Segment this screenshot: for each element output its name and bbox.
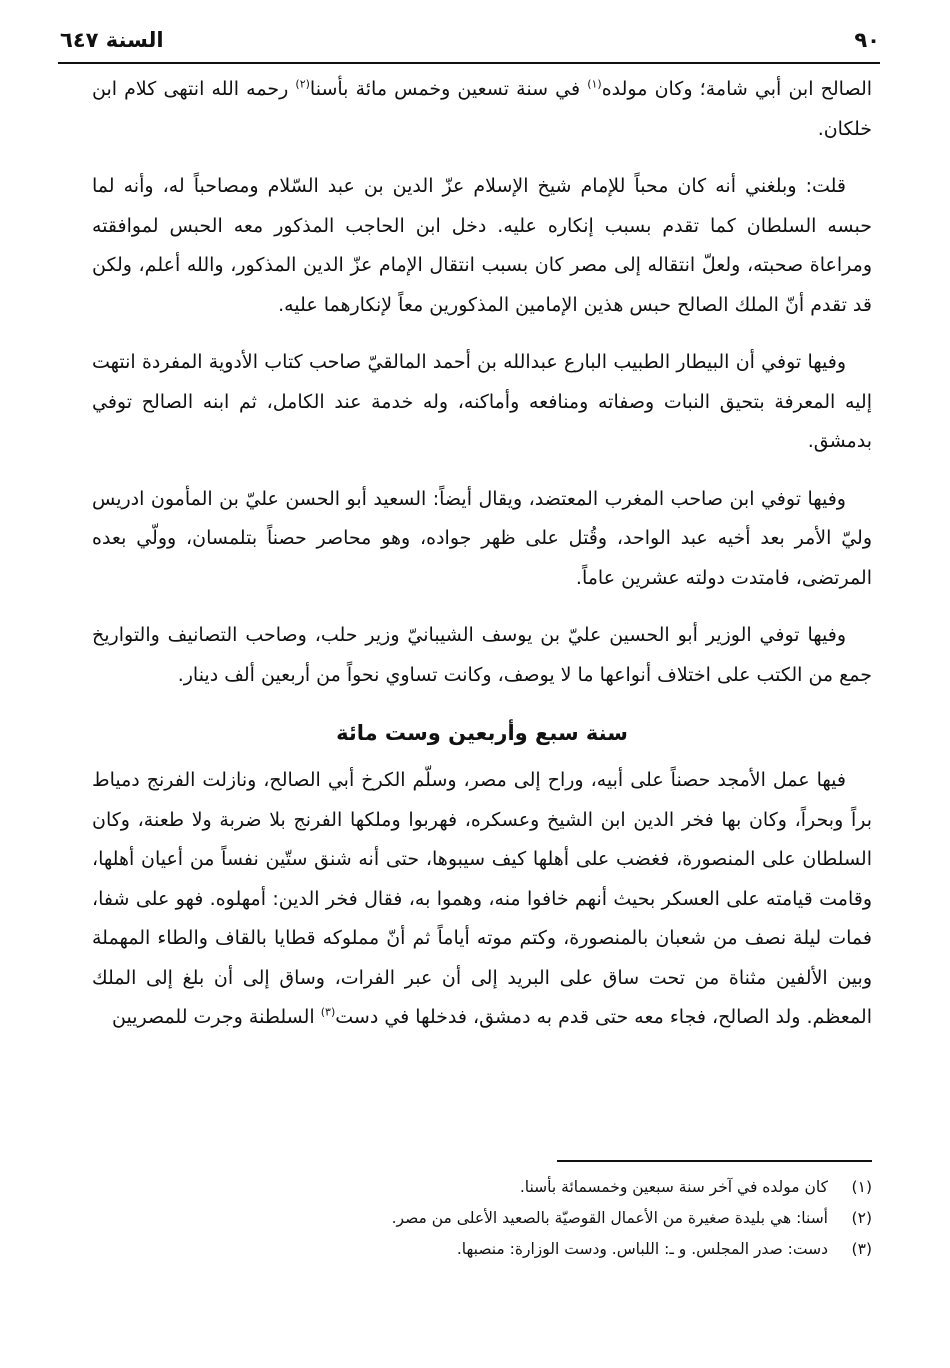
year-label: السنة ٦٤٧ — [60, 28, 164, 52]
header-rule — [58, 62, 880, 64]
body-text — [92, 70, 872, 1056]
footnotes — [92, 1172, 872, 1265]
text-run: في سنة تسعين وخمس مائة بأسنا — [309, 78, 588, 100]
text-run: الصالح ابن أبي شامة؛ وكان مولده — [601, 78, 873, 100]
running-header — [60, 20, 880, 60]
footnote-1 — [92, 1172, 872, 1203]
paragraph-vizier: وفيها توفي الوزير أبو الحسين عليّ بن يوسف الشيبانيّ وزير حلب، وصاحب التصانيف والتواريخ جمع من الكتب على اختلاف أنواعها ما لا يوصف، وكانت تساوي نحواً من أربعين ألف دينار. — [92, 624, 872, 686]
footnote-text: دست: صدر المجلس. و ـ: اللباس. ودست الوزارة: منصبها. — [456, 1240, 828, 1258]
paragraph-qultu: قلت: وبلغني أنه كان محباً للإمام شيخ الإسلام عزّ الدين بن عبد السّلام ومصاحباً له، وأنه لما حبسه السلطان كما تقدم بسبب إنكاره عليه. دخل ابن الحاجب المذكور معه الحبس لموافقته ومراعاة صحبته، ولعلّ انتقاله إلى مصر كان بسبب انتقال الإمام عزّ الدين المذكور، والله أعلم، ولكن قد تقدم أنّ الملك الصالح حبس هذين الإمامين المذكورين معاً لإنكارهما عليه. — [92, 175, 872, 316]
footnote-2 — [92, 1203, 872, 1234]
text-run: فيها عمل الأمجد حصناً على أبيه، وراح إلى مصر، وسلّم الكرخ أبي الصالح، ونازلت الفرنج دمياط براً وبحراً، وكان بها فخر الدين ابن الشيخ وعسكره، فهربوا وملكها الفرنج بلا ضربة ولا طعنة، وكان السلطان على المنصورة، فغضب على أهلها كيف سيبوها، حتى أنه شنق ستّين نفساً من أعيان أهلها، وقامت قيامته على العسكر بحيث أنهم خافوا منه، وهموا به، فقال فخر الدين: أمهلوه. فهو على شفا، فمات ليلة نصف من شعبان بالمنصورة، وكتم موته أياماً ثم أنّ مملوكه قطايا بالقاف والطاء المهملة وبين الألفين مثناة من تحت ساق على البريد إلى أن عبر الفرات، وساق إلى أن بلغ إلى الملك المعظم. ولد الصالح، فجاء معه حتى قدم به دمشق، فدخلها في دست — [92, 769, 872, 1028]
paragraph-continuation — [92, 70, 872, 149]
footnote-marker-2: (٢) — [295, 77, 310, 91]
footnote-text: أسنا: هي بليدة صغيرة من الأعمال القوصيّة بالصعيد الأعلى من مصر. — [391, 1209, 828, 1227]
footnote-text: كان مولده في آخر سنة سبعين وخمسمائة بأسنا. — [519, 1178, 828, 1196]
footnote-marker-1: (١) — [587, 77, 602, 91]
paragraph-year-647 — [92, 761, 872, 1038]
paragraph-ibn-al-baytar: وفيها توفي أن البيطار الطبيب البارع عبدالله بن أحمد المالقيّ صاحب كتاب الأدوية المفردة انتهت إليه المعرفة بتحيق النبات وصفاته ومنافعه وأماكنه، وله خدمة عند الكامل، ثم ابنه الصالح توفي بدمشق. — [92, 351, 872, 452]
text-run: رحمه الله انتهى كلام ابن خلكان. — [92, 78, 872, 140]
footnote-number: (٢) — [851, 1209, 872, 1227]
section-title: سنة سبع وأربعين وست مائة — [336, 721, 628, 745]
footnote-number: (٣) — [851, 1240, 872, 1258]
footnote-number: (١) — [851, 1178, 872, 1196]
page-number: ٩٠ — [854, 28, 880, 52]
text-run: السلطنة وجرت للمصريين — [112, 1006, 321, 1028]
footnote-3 — [92, 1234, 872, 1265]
footnote-marker-3: (٣) — [320, 1005, 336, 1019]
footnote-rule — [557, 1160, 872, 1162]
paragraph-maghrib: وفيها توفي ابن صاحب المغرب المعتضد، ويقال أيضاً: السعيد أبو الحسن عليّ بن المأمون ادريس وليّ الأمر بعد أخيه عبد الواحد، وقُتل على ظهر جواده، وهو محاصر حصناً بتلمسان، وولّي بعده المرتضى، فامتدت دولته عشرين عاماً. — [92, 487, 872, 589]
